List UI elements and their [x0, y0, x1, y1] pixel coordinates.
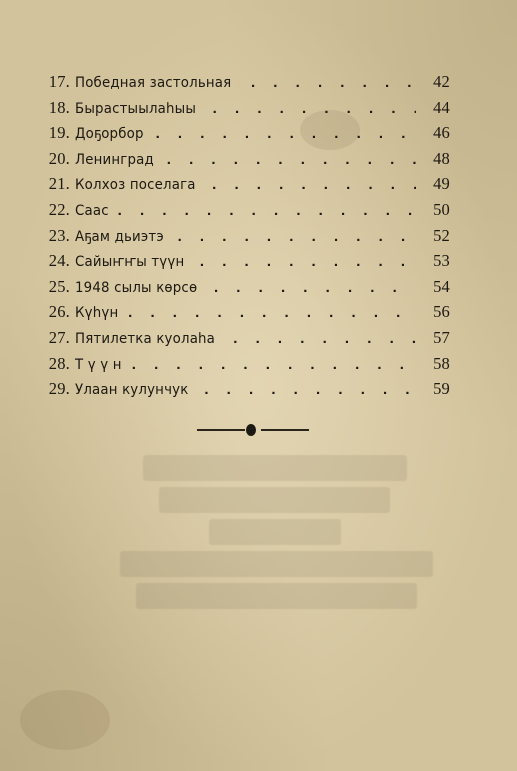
toc-entry-number: 27. [48, 327, 70, 347]
toc-dot-leader [128, 304, 416, 321]
toc-entry-title: Улаан кулунчук [75, 382, 189, 399]
show-through-text [110, 455, 440, 625]
toc-entry-number: 24. [48, 251, 70, 271]
toc-entry-title: Ленинград [75, 151, 154, 168]
toc-entry-page: 58 [433, 353, 450, 373]
toc-dot-leader [118, 202, 416, 219]
toc-entry [40, 72, 450, 98]
toc-entry-page: 54 [433, 276, 450, 296]
paper-stain [20, 690, 110, 750]
toc-entry-number: 19. [48, 123, 70, 143]
toc-entry-page: 53 [433, 251, 450, 271]
toc-dot-leader [167, 151, 416, 168]
toc-dot-leader [214, 279, 416, 296]
toc-entry-number: 18. [48, 97, 70, 117]
ornament-dot-icon [246, 424, 256, 436]
toc-dot-leader [212, 176, 416, 193]
toc-entry-title: Колхоз поселага [75, 177, 196, 194]
toc-entry-page: 42 [433, 72, 450, 91]
toc-entry [40, 379, 450, 405]
toc-entry [40, 123, 450, 149]
toc-entry-title: Победная застольная [75, 75, 232, 91]
toc-entry-page: 56 [433, 302, 450, 322]
toc-entry-title: Доҕорбор [75, 126, 144, 143]
toc-entry-title: Т ү ү н [75, 356, 122, 373]
divider-line-right [261, 429, 309, 431]
toc-dot-leader [213, 100, 416, 117]
table-of-contents [40, 72, 450, 405]
toc-entry-page: 46 [433, 123, 450, 143]
toc-entry-page: 48 [433, 148, 450, 168]
toc-entry-number: 26. [48, 302, 70, 322]
toc-entry-number: 17. [48, 72, 70, 91]
toc-entry [40, 200, 450, 226]
toc-entry [40, 98, 450, 124]
toc-entry [40, 302, 450, 328]
toc-entry [40, 354, 450, 380]
toc-entry-number: 22. [48, 199, 70, 219]
toc-dot-leader [204, 381, 416, 398]
toc-entry-title: Сайыҥҥы түүн [75, 254, 185, 271]
toc-entry [40, 174, 450, 200]
toc-entry-title: Саас [75, 202, 109, 219]
toc-entry-title: Күһүн [75, 305, 119, 322]
toc-entry [40, 226, 450, 252]
toc-entry-title: Аҕам дьиэтэ [75, 228, 164, 245]
toc-dot-leader [200, 253, 416, 270]
toc-entry-number: 20. [48, 148, 70, 168]
toc-entry-number: 21. [48, 174, 70, 194]
toc-entry-page: 57 [433, 327, 450, 347]
divider-ornament [197, 423, 309, 437]
toc-entry-number: 29. [48, 379, 70, 399]
toc-dot-leader [132, 356, 416, 373]
toc-entry-title: Пятилетка куолаһа [75, 330, 216, 347]
toc-entry-title: Бырастыылаһыы [75, 100, 197, 117]
toc-entry-title: 1948 сылы көрсө [75, 279, 198, 296]
toc-dot-leader [178, 228, 416, 245]
toc-entry-page: 52 [433, 225, 450, 245]
toc-dot-leader [233, 330, 416, 347]
toc-entry [40, 277, 450, 303]
toc-entry-page: 50 [433, 199, 450, 219]
divider-line-left [197, 429, 245, 431]
toc-entry-page: 44 [433, 97, 450, 117]
toc-dot-leader [156, 125, 416, 142]
toc-entry [40, 251, 450, 277]
toc-dot-leader [251, 74, 416, 91]
toc-entry [40, 328, 450, 354]
toc-entry-page: 59 [433, 379, 450, 399]
toc-entry [40, 149, 450, 175]
toc-entry-number: 25. [48, 276, 70, 296]
toc-entry-number: 23. [48, 225, 70, 245]
toc-entry-number: 28. [48, 353, 70, 373]
toc-entry-page: 49 [433, 174, 450, 194]
